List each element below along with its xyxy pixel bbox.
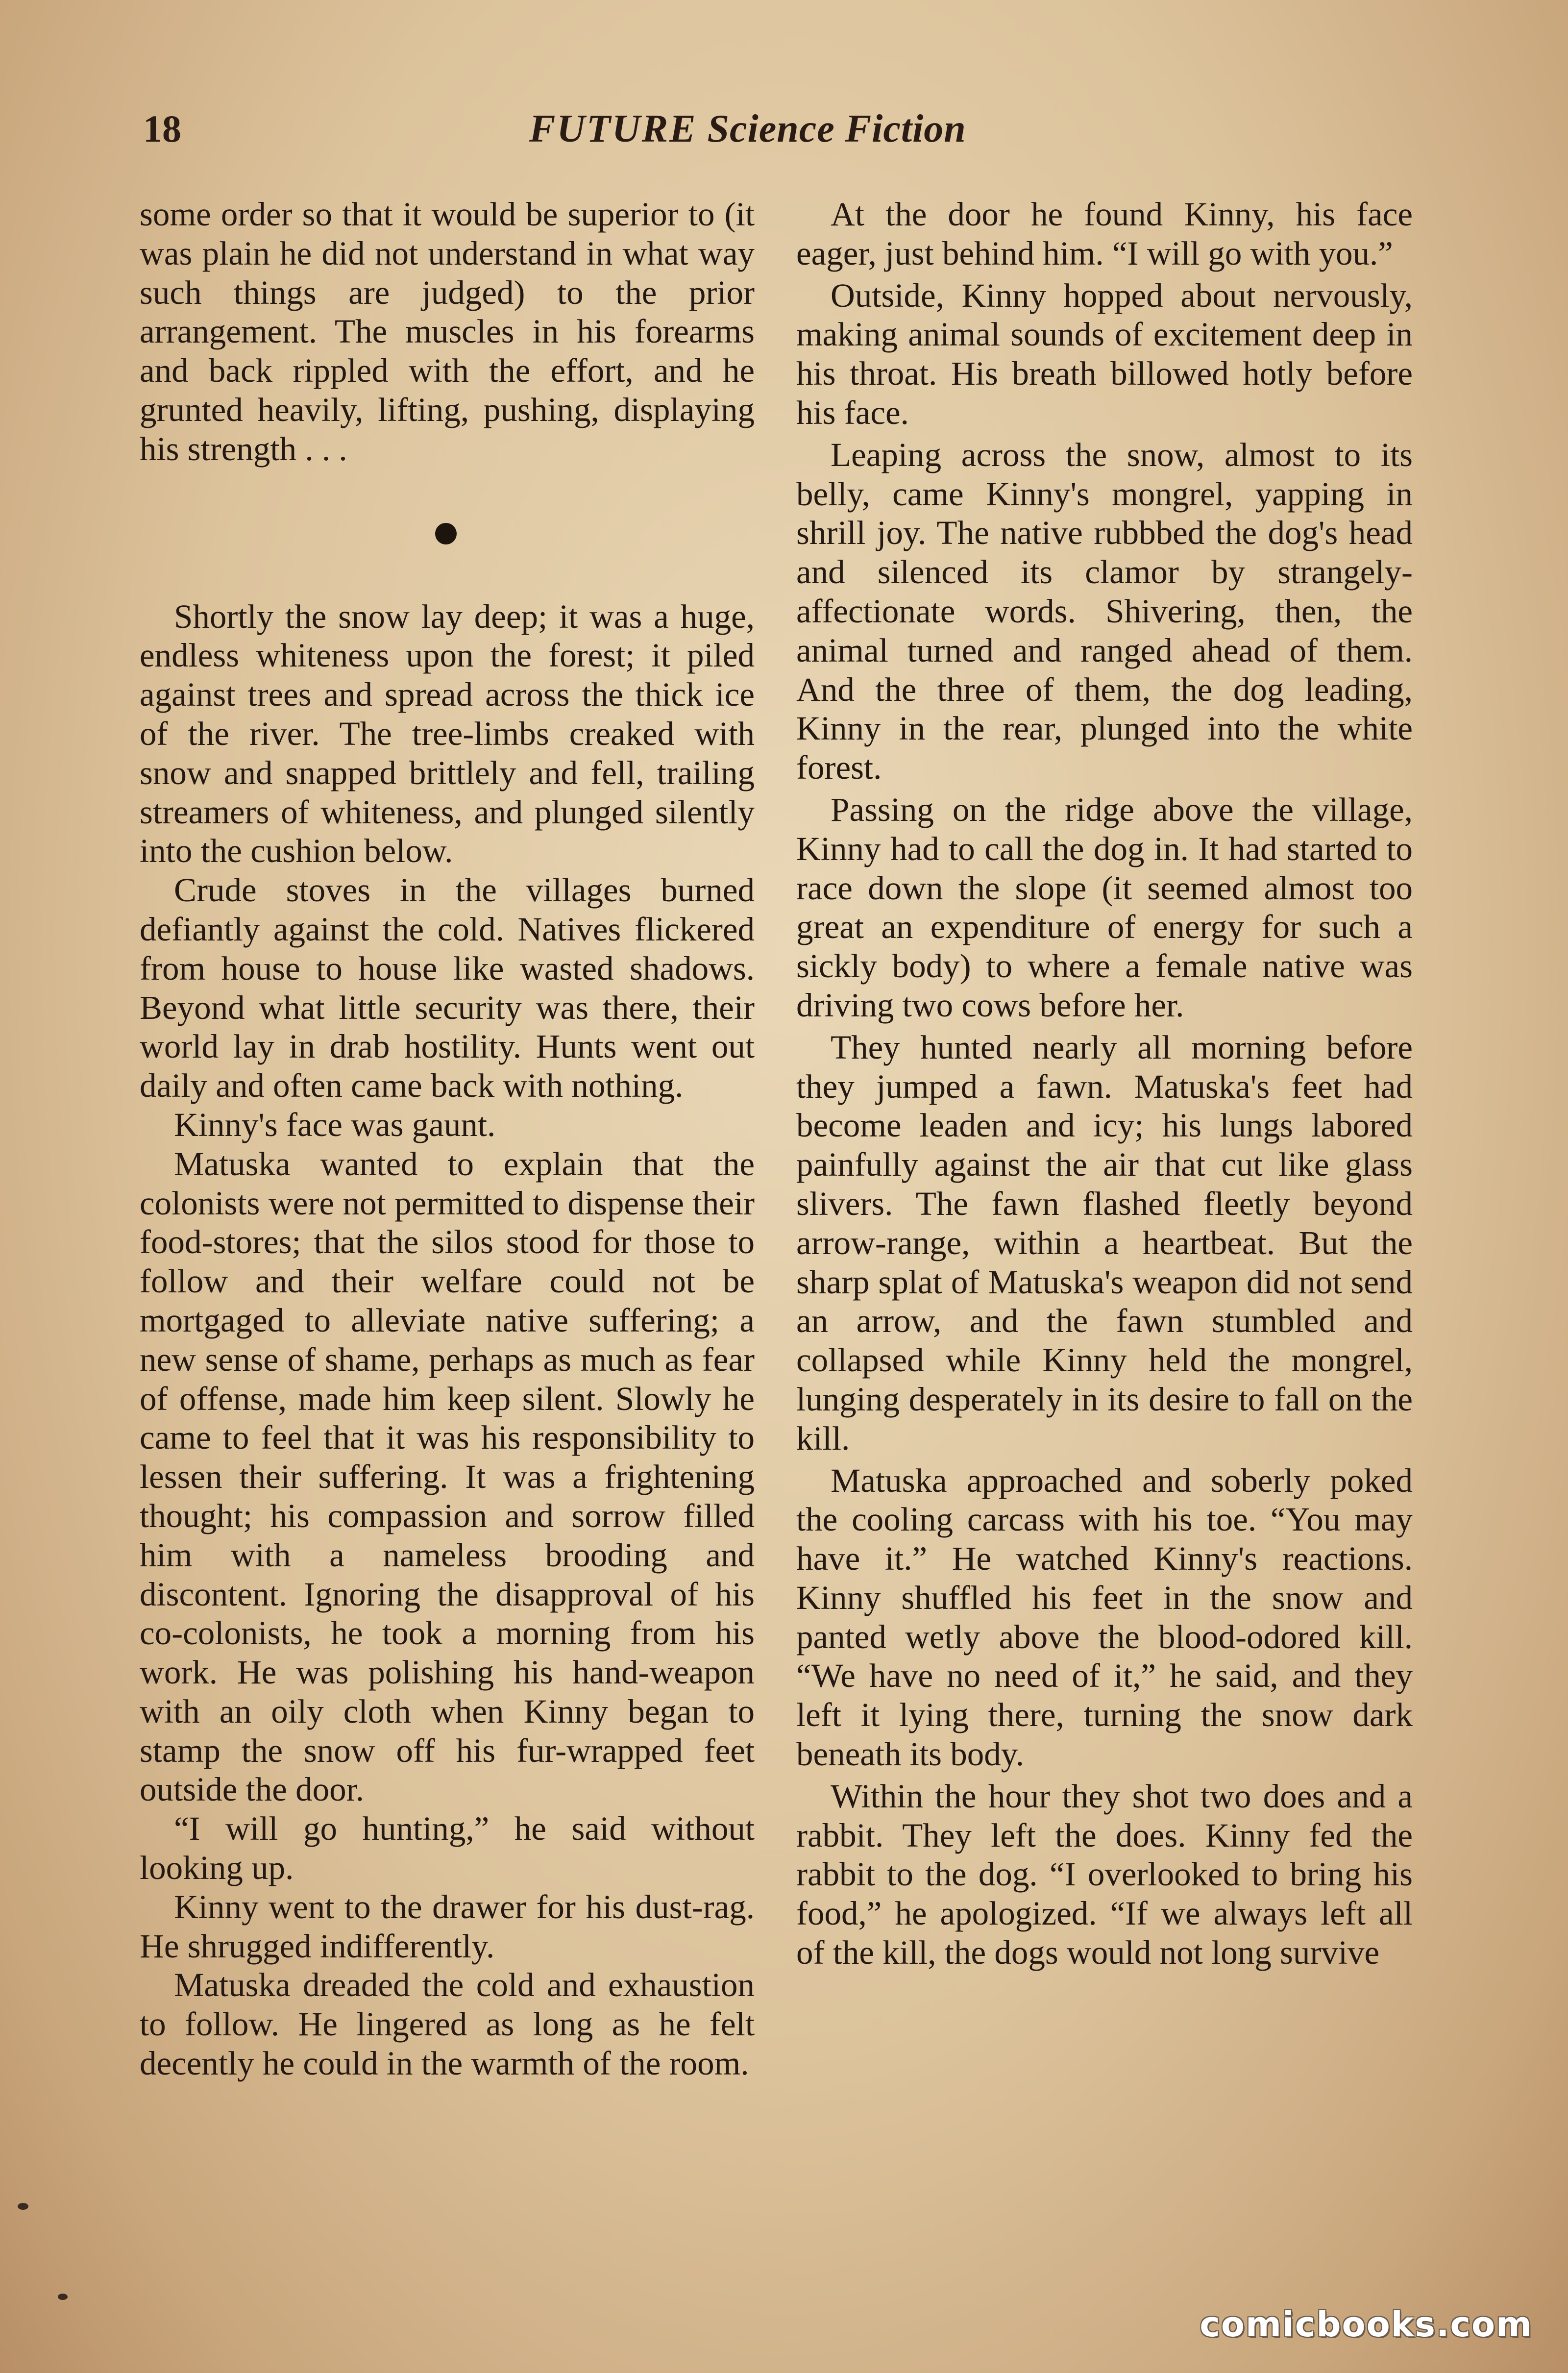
paragraph: Passing on the ridge above the village, Kinny had to call the dog in. It had started to race down the slope (it seemed almost too great an expenditure of energy for such a sickly body) to where a female native was driving two cows before her. (796, 791, 1413, 1024)
paragraph: At the door he found Kinny, his face eager, just behind him. “I will go with you.” (796, 196, 1413, 272)
paragraph: some order so that it would be superior to (it was plain he did not understand in what way such things are judged) to the prior arrangement. The muscles in his forearms and back rippled with the effort, and he grunted heavily, lifting, pushing, displaying his strength . . . (140, 196, 755, 468)
running-head (529, 107, 966, 151)
section-break-dot-icon (435, 523, 457, 544)
print-speck (58, 2294, 68, 2300)
paragraph: They hunted nearly all morning before they jumped a fawn. Matuska's feet had become leaden and icy; his lungs labored painfully against the air that cut like glass slivers. The fawn flashed fleetly beyond arrow-range, within a heartbeat. But the sharp splat of Matuska's weapon did not send an arrow, and the fawn stumbled and collapsed while Kinny held the mongrel, lunging desperately in its desire to fall on the kill. (796, 1028, 1413, 1457)
paragraph: Matuska dreaded the cold and exhaustion to follow. He lingered as long as he felt decently he could in the warmth of the room. (140, 1966, 755, 2082)
paragraph: Outside, Kinny hopped about nervously, making animal sounds of excitement deep in his throat. His breath billowed hotly before his face. (796, 276, 1413, 431)
paragraph: Leaping across the snow, almost to its belly, came Kinny's mongrel, yapping in shrill joy. The native rubbbed the dog's head and silenced its clamor by strangely-affectionate words. Shivering, then, the animal turned and ranged ahead of them. And the three of them, the dog leading, Kinny in the rear, plunged into the white forest. (796, 436, 1413, 787)
paragraph: Within the hour they shot two does and a rabbit. They left the does. Kinny fed the rabbit to the dog. “I overlooked to bring his food,” he apologized. “If we always left all of the kill, the dogs would not long survive (796, 1777, 1413, 1972)
paragraph: Matuska wanted to explain that the colonists were not permitted to dispense their food-stores; that the silos stood for those to follow and their welfare could not be mortgaged to alleviate native suffering; a new sense of shame, perhaps as much as fear of offense, made him keep silent. Slowly he came to feel that it was his responsibility to lessen their suffering. It was a frightening thought; his compassion and sorrow filled him with a nameless brooding and discontent. Ignoring the disapproval of his co-colonists, he took a morning from his work. He was polishing his hand-weapon with an oily cloth when Kinny began to stamp the snow off his fur-wrapped feet outside the door. (140, 1145, 755, 1808)
magazine-title-future: FUTURE (529, 107, 697, 150)
magazine-title-rest: Science Fiction (707, 107, 966, 150)
section-break (140, 469, 755, 597)
paragraph: Kinny went to the drawer for his dust-rag. He shrugged indifferently. (140, 1888, 755, 1965)
paragraph: Matuska approached and soberly poked the cooling carcass with his toe. “You may have it.” He watched Kinny's reactions. Kinny shuffled his feet in the snow and panted wetly above the blood-odored kill. “We have no need of it,” he said, and they left it lying there, turning the snow dark beneath its body. (796, 1461, 1413, 1773)
paragraph: Crude stoves in the villages burned defiantly against the cold. Natives flickered from house to house like wasted shadows. Beyond what little security was there, their world lay in drab hostility. Hunts went out daily and often came back with nothing. (140, 871, 755, 1105)
paragraph: Shortly the snow lay deep; it was a huge, endless whiteness upon the forest; it piled against trees and spread across the thick ice of the river. The tree-limbs creaked with snow and snapped brittlely and fell, trailing streamers of whiteness, and plunged silently into the cushion below. (140, 597, 755, 870)
right-column (796, 195, 1413, 1973)
paragraph: “I will go hunting,” he said without looking up. (140, 1810, 755, 1887)
left-column (140, 195, 755, 2083)
print-speck (18, 2203, 28, 2210)
paragraph: Kinny's face was gaunt. (174, 1106, 496, 1143)
watermark-logo: comicbooks.com (1200, 2304, 1533, 2345)
page-number: 18 (143, 107, 181, 150)
